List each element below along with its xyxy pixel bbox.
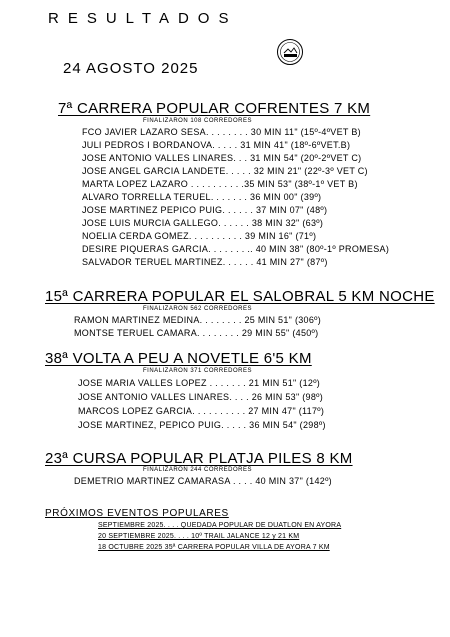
result-row: FCO JAVIER LAZARO SESA. . . . . . . . 30 MIN 11" (15º-4ºVET B) xyxy=(82,127,361,137)
result-row: JULI PEDROS I BORDANOVA. . . . . 31 MIN 41" (18º-6ºVET.B) xyxy=(82,140,351,150)
result-row: NOELIA CERDA GOMEZ. . . . . . . . . . 39 MIN 16" (71º) xyxy=(82,231,317,241)
event-item: 20 SEPTIEMBRE 2025. . . . 10º TRAIL JALANCE 12 y 21 KM xyxy=(98,533,300,540)
race-finishers: FINALIZARON 562 CORREDORES xyxy=(143,306,253,312)
events-title: PRÓXIMOS EVENTOS POPULARES xyxy=(45,508,229,519)
result-row: JOSE ANGEL GARCIA LANDETE. . . . . 32 MIN 21" (22º-3º VET C) xyxy=(82,166,368,176)
result-row: RAMON MARTINEZ MEDINA. . . . . . . . 25 MIN 51" (306º) xyxy=(74,315,322,325)
event-date: 24 AGOSTO 2025 xyxy=(63,60,199,77)
result-row: ALVARO TORRELLA TERUEL. . . . . . . 36 MIN 00" (39º) xyxy=(82,192,322,202)
event-item: 18 OCTUBRE 2025 35ª CARRERA POPULAR VILLA DE AYORA 7 KM xyxy=(98,544,330,551)
result-row: MONTSE TERUEL CAMARA. . . . . . . . 29 MIN 55" (450º) xyxy=(74,328,319,338)
race-title-platja-piles: 23ª CURSA POPULAR PLATJA PILES 8 KM xyxy=(45,450,353,467)
result-row: JOSE LUIS MURCIA GALLEGO. . . . . . 38 MIN 32" (63º) xyxy=(82,218,324,228)
race-title-salobral: 15ª CARRERA POPULAR EL SALOBRAL 5 KM NOCHE xyxy=(45,288,435,305)
result-row: JOSE MARTINEZ, PEPICO PUIG. . . . . 36 MIN 54" (298º) xyxy=(78,420,326,430)
result-row: MARCOS LOPEZ GARCIA. . . . . . . . . . 27 MIN 47" (117º) xyxy=(78,406,325,416)
result-row: SALVADOR TERUEL MARTINEZ. . . . . . 41 MIN 27" (87º) xyxy=(82,257,328,267)
race-title-novetle: 38ª VOLTA A PEU A NOVETLE 6'5 KM xyxy=(45,350,312,367)
result-row: JOSE MARTINEZ PEPICO PUIG. . . . . . 37 MIN 07" (48º) xyxy=(82,205,328,215)
result-row: MARTA LOPEZ LAZARO . . . . . . . . . .35 MIN 53" (38º-1º VET B) xyxy=(82,179,358,189)
race-finishers: FINALIZARON 108 CORREDORES xyxy=(143,118,253,124)
result-row: JOSE ANTONIO VALLES LINARES. . . 31 MIN 54" (20º-2ºVET C) xyxy=(82,153,362,163)
race-finishers: FINALIZARON 244 CORREDORES xyxy=(143,467,253,473)
race-title-cofrentes: 7ª CARRERA POPULAR COFRENTES 7 KM xyxy=(58,100,371,117)
result-row: JOSE MARIA VALLES LOPEZ . . . . . . . 21 MIN 51" (12º) xyxy=(78,378,321,388)
event-item: SEPTIEMBRE 2025. . . . QUEDADA POPULAR DE DUATLON EN AYORA xyxy=(98,522,342,529)
race-finishers: FINALIZARON 371 CORREDORES xyxy=(143,368,253,374)
result-row: DESIRE PIQUERAS GARCIA. . . . . . . .. 40 MIN 38" (80º-1º PROMESA) xyxy=(82,244,390,254)
club-logo-icon xyxy=(276,38,304,66)
result-row: DEMETRIO MARTINEZ CAMARASA . . . . 40 MIN 37" (142º) xyxy=(74,476,332,486)
page-title: RESULTADOS xyxy=(48,10,238,27)
result-row: JOSE ANTONIO VALLES LINARES. . . . 26 MIN 53" (98º) xyxy=(78,392,324,402)
